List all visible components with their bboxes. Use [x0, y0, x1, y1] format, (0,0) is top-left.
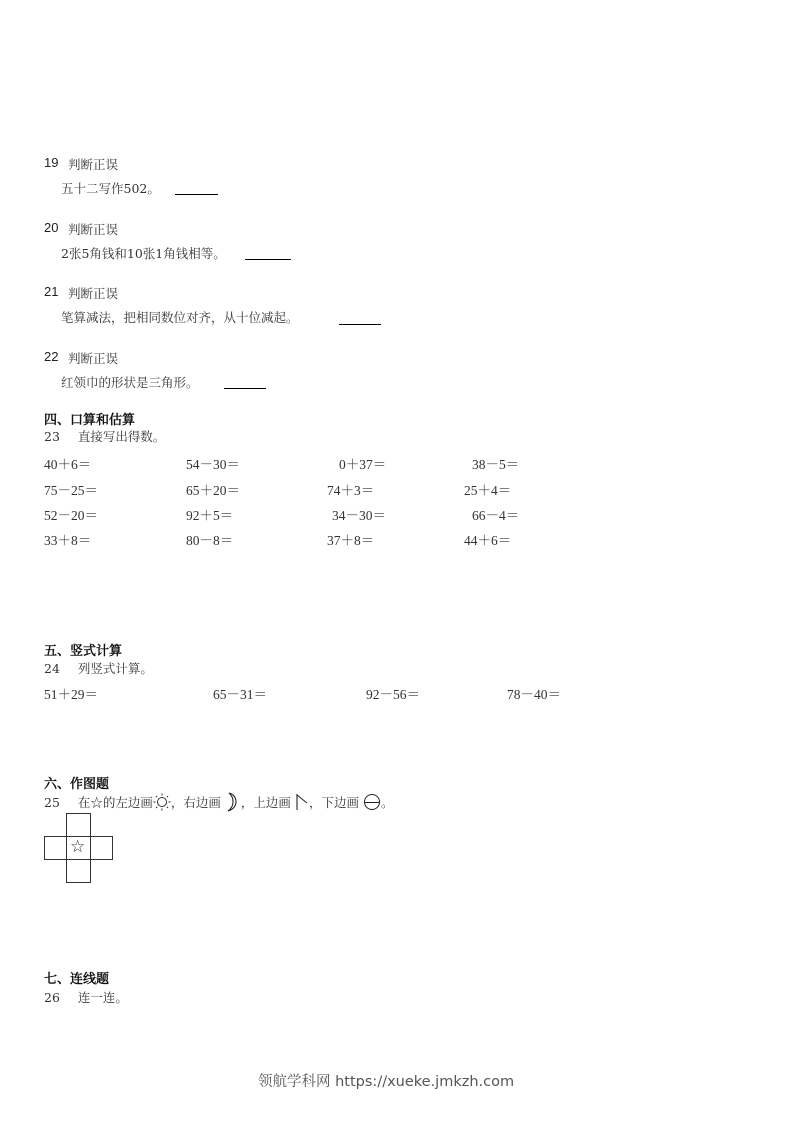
- question-number: 22: [44, 349, 59, 364]
- statement-text: 2张5角钱和10张1角钱相等。: [61, 246, 226, 261]
- equation: 34－30＝: [332, 508, 386, 523]
- equation: 54－30＝: [186, 457, 240, 472]
- equation: 51＋29＝: [44, 687, 98, 702]
- star-icon: ☆: [70, 837, 86, 857]
- flag-icon: [295, 793, 309, 814]
- section-heading: 五、竖式计算: [44, 644, 123, 659]
- instruction-text: ，右边画: [170, 795, 221, 810]
- answer-blank[interactable]: [175, 193, 218, 195]
- equation: 25＋4＝: [464, 483, 512, 498]
- question-instruction: [44, 659, 153, 677]
- question-title: 判断正误: [68, 157, 119, 172]
- instruction-text: ，下边画: [308, 795, 359, 810]
- section-heading: 七、连线题: [44, 972, 110, 987]
- equation: 92－56＝: [366, 687, 420, 702]
- question-title: 判断正误: [68, 222, 119, 237]
- grid-cell-left[interactable]: [44, 836, 67, 860]
- question-title: 判断正误: [68, 351, 119, 366]
- equation: 52－20＝: [44, 508, 98, 523]
- question-statement: [61, 373, 199, 391]
- equation: 44＋6＝: [464, 533, 512, 548]
- equation: 80－8＝: [186, 533, 234, 548]
- circle-line-icon: [363, 793, 381, 814]
- statement-text: 红领巾的形状是三角形。: [61, 375, 199, 390]
- answer-blank[interactable]: [245, 258, 291, 260]
- answer-blank[interactable]: [339, 323, 381, 325]
- answer-blank[interactable]: [224, 387, 266, 389]
- question-number: 23: [44, 429, 60, 444]
- equation: 65－31＝: [213, 687, 267, 702]
- question-number: 24: [44, 661, 60, 676]
- grid-cell-top[interactable]: [66, 813, 91, 837]
- equation: 37＋8＝: [327, 533, 375, 548]
- instruction-text: 。: [380, 795, 394, 810]
- question-statement: [61, 244, 226, 262]
- moon-icon: [225, 792, 241, 815]
- equation: 65＋20＝: [186, 483, 240, 498]
- question-instruction: [44, 792, 393, 815]
- equation: 74＋3＝: [327, 483, 375, 498]
- statement-text: 五十二写作502。: [61, 181, 160, 196]
- instruction-text: 在☆的左边画: [77, 795, 153, 810]
- question-number: 19: [44, 155, 59, 170]
- question-instruction: [44, 988, 128, 1006]
- question-number: 21: [44, 284, 59, 299]
- equation: 33＋8＝: [44, 533, 92, 548]
- instruction-text: ，上边画: [240, 795, 291, 810]
- question-number: 26: [44, 990, 60, 1005]
- question-statement: [61, 179, 160, 197]
- grid-cell-right[interactable]: [90, 836, 113, 860]
- section-heading: 四、口算和估算: [44, 413, 136, 428]
- equation: 92＋5＝: [186, 508, 234, 523]
- question-statement: [61, 308, 299, 326]
- question-number: 20: [44, 220, 59, 235]
- grid-cell-bottom[interactable]: [66, 859, 91, 883]
- question-number: 25: [44, 795, 60, 810]
- footer-watermark: 领航学科网 https://xueke.jmkzh.com: [258, 1074, 515, 1090]
- equation: 40＋6＝: [44, 457, 92, 472]
- equation: 38－5＝: [472, 457, 520, 472]
- equation: 66－4＝: [472, 508, 520, 523]
- equation: 75－25＝: [44, 483, 98, 498]
- statement-text: 笔算减法，把相同数位对齐，从十位减起。: [61, 310, 299, 325]
- section-heading: 六、作图题: [44, 777, 110, 792]
- instruction-text: 直接写出得数。: [77, 429, 166, 444]
- instruction-text: 连一连。: [77, 990, 128, 1005]
- instruction-text: 列竖式计算。: [77, 661, 153, 676]
- equation: 0＋37＝: [339, 457, 387, 472]
- question-title: 判断正误: [68, 286, 119, 301]
- sun-icon: [153, 793, 171, 814]
- question-instruction: [44, 427, 165, 445]
- equation: 78－40＝: [507, 687, 561, 702]
